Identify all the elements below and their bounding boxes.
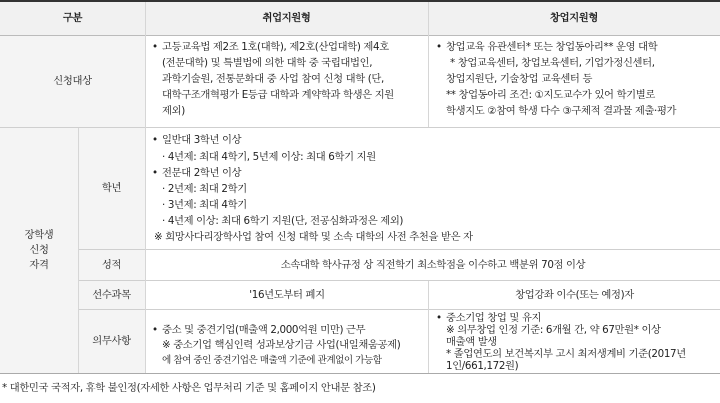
obligation-label-cell bbox=[78, 310, 145, 373]
prerequisite-label: 선수과목 bbox=[92, 288, 131, 301]
obligation-startup-line: • 중소기업 창업 및 유지 bbox=[446, 311, 541, 326]
eligibility-startup-line: • 창업교육 유관센터* 또는 창업동아리** 운영 대학 bbox=[446, 40, 657, 55]
obligation-startup-line: * 졸업연도의 보건복지부 고시 최저생계비 기준(2017년 bbox=[446, 348, 686, 360]
obligation-startup-line: 매출액 발생 bbox=[446, 336, 497, 348]
grades-text-cell bbox=[146, 250, 720, 280]
prerequisite-employment-cell bbox=[146, 281, 428, 309]
column-divider bbox=[428, 2, 429, 127]
qualification-label-cell bbox=[0, 128, 78, 373]
table-top-border bbox=[0, 0, 720, 2]
eligibility-label: 신청대상 bbox=[53, 75, 92, 87]
eligibility-startup-line: ** 창업동아리 조건: ①지도교수가 있어 학기별로 bbox=[446, 89, 655, 101]
header-employment-label: 취업지원형 bbox=[262, 12, 311, 24]
prerequisite-startup-cell bbox=[429, 281, 720, 309]
year-line: · 2년제: 최대 2학기 bbox=[162, 183, 247, 195]
header-startup bbox=[428, 2, 720, 35]
eligibility-startup-line: * 창업교육센터, 창업보육센터, 기업가정신센터, bbox=[450, 57, 655, 69]
column-divider bbox=[78, 128, 79, 373]
year-line: · 3년제: 최대 4학기 bbox=[162, 199, 247, 211]
header-category bbox=[0, 2, 145, 35]
obligation-label: 의무사항 bbox=[92, 335, 131, 347]
year-label-cell bbox=[78, 128, 145, 249]
eligibility-employment-line: 대학구조개혁평가 E등급 대학과 계약학과 학생은 지원 bbox=[162, 89, 394, 101]
qualification-label-line-2: 신청 bbox=[29, 244, 49, 256]
eligibility-employment-line: • 고등교육법 제2조 1호(대학), 제2호(산업대학) 제4호 bbox=[162, 40, 389, 55]
eligibility-startup-line: 학생지도 ②참여 학생 다수 ③구체적 결과물 제출·평가 bbox=[446, 105, 677, 117]
prerequisite-employment: '16년도부터 폐지 bbox=[249, 288, 325, 301]
grades-label: 성적 bbox=[101, 258, 122, 271]
year-line: • 전문대 2학년 이상 bbox=[162, 166, 241, 181]
eligibility-employment-line: 과학기술원, 전통문화대 중 사업 참여 신청 대학 (단, bbox=[162, 73, 384, 85]
obligation-startup-line: 1인/661,172원) bbox=[446, 360, 519, 372]
year-line: • 일반대 3학년 이상 bbox=[162, 133, 241, 148]
header-category-label: 구분 bbox=[62, 12, 83, 24]
year-line: · 4년제: 최대 4학기, 5년제 이상: 최대 6학기 지원 bbox=[162, 151, 376, 163]
qualification-label-line-3: 자격 bbox=[29, 259, 49, 271]
column-divider bbox=[145, 2, 146, 373]
obligation-employment-line: 에 참여 중인 중견기업은 매출액 기준에 관계없이 가능함 bbox=[162, 355, 382, 366]
grades-text: 소속대학 학사규정 상 직전학기 최소학점을 이수하고 백분위 70점 이상 bbox=[280, 258, 586, 271]
eligibility-startup-line: 창업지원단, 기술창업 교육센터 등 bbox=[446, 73, 593, 85]
row-divider bbox=[0, 35, 720, 36]
table-bottom-border bbox=[0, 373, 720, 374]
year-label: 학년 bbox=[101, 182, 122, 194]
eligibility-label-cell bbox=[0, 36, 145, 127]
year-line: · 4년제 이상: 최대 6학기 지원(단, 전공심화과정은 제외) bbox=[162, 215, 404, 227]
prerequisite-label-cell bbox=[78, 281, 145, 309]
qualification-label-line-1: 장학생 bbox=[24, 229, 54, 241]
footnote: * 대한민국 국적자, 휴학 불인정(자세한 사항은 업무처리 기준 및 홈페이지 안내문 참조) bbox=[2, 382, 376, 394]
prerequisite-startup: 창업강좌 이수(또는 예정)자 bbox=[515, 288, 634, 301]
row-divider bbox=[78, 309, 720, 310]
obligation-employment-line: ※ 중소기업 핵심인력 성과보상기금 사업(내일채움공제) bbox=[162, 339, 401, 351]
eligibility-employment-line: (전문대학) 및 특별법에 의한 대학 중 국립대법인, bbox=[162, 57, 373, 69]
obligation-startup-line: ※ 의무창업 인정 기준: 6개월 간, 약 67만원* 이상 bbox=[446, 324, 661, 336]
eligibility-employment-line: 제외) bbox=[162, 105, 185, 117]
header-startup-label: 창업지원형 bbox=[550, 12, 598, 24]
header-employment bbox=[145, 2, 428, 35]
obligation-employment-line: • 중소 및 중견기업(매출액 2,000억원 미만) 근무 bbox=[162, 323, 365, 338]
row-divider bbox=[0, 127, 720, 128]
year-line: ※ 희망사다리장학사업 참여 신청 대학 및 소속 대학의 사전 추천을 받은 자 bbox=[154, 231, 473, 243]
grades-label-cell bbox=[78, 250, 145, 280]
